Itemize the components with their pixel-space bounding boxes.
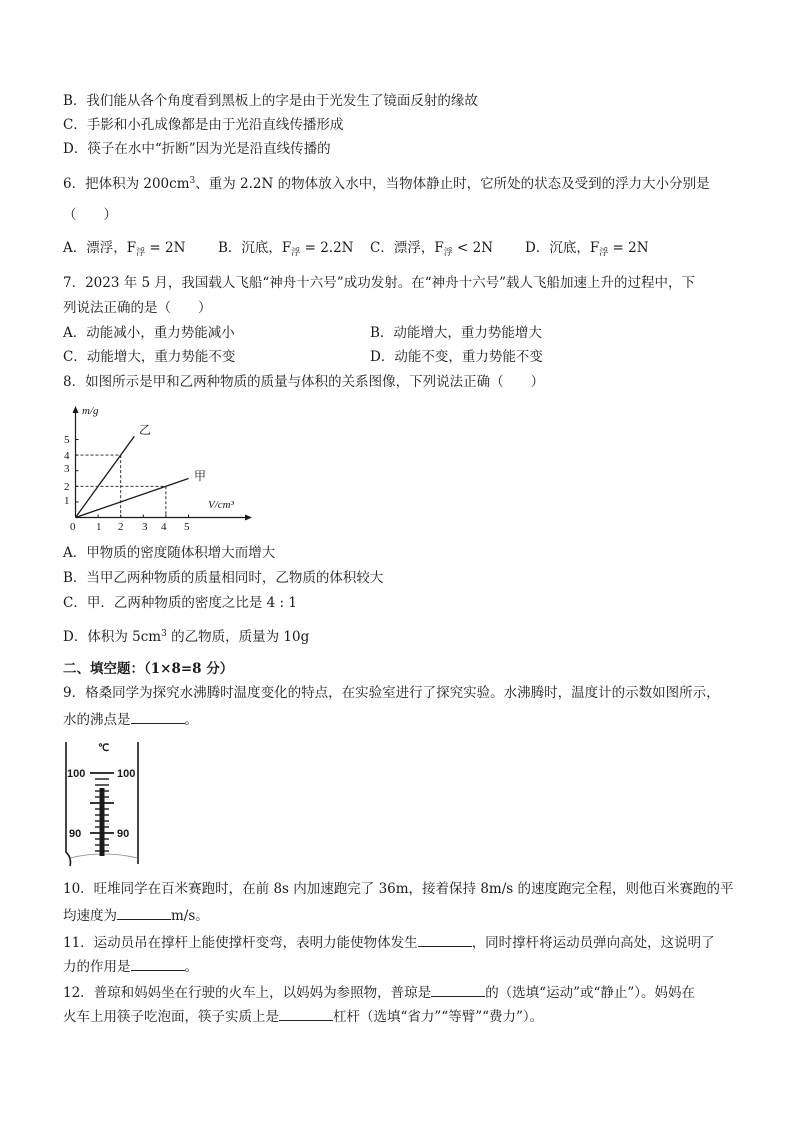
q8-option-c: C．甲．乙两种物质的密度之比是 4 : 1 bbox=[63, 595, 297, 611]
y-tick-label-1: 1 bbox=[64, 495, 70, 507]
series-line-0 bbox=[76, 436, 135, 517]
q11-answer-blank-2[interactable] bbox=[131, 956, 185, 971]
q10-stem-line2 bbox=[63, 905, 209, 925]
q9-stem-line1: 9．格桑同学为探究水沸腾时温度变化的特点，在实验室进行了探究实验。水沸腾时，温度计的示数如图所示， bbox=[63, 685, 720, 701]
q12-text-c: 火车上用筷子吃泡面，筷子实质上是 bbox=[63, 1009, 279, 1025]
q12-text-d: 杠杆（选填“省力”“等臂”“费力”）。 bbox=[333, 1009, 544, 1025]
q6-option-b bbox=[218, 239, 354, 257]
q6b-post: = 2.2N bbox=[300, 240, 354, 256]
q10-text-a: 均速度为 bbox=[63, 908, 117, 924]
q7-stem-line1: 7．2023 年 5 月，我国载人飞船“神舟十六号”成功发射。在“神舟十六号”载人飞船加速上升的过程中，下 bbox=[63, 275, 696, 291]
q10-stem-line1: 10．旺堆同学在百米赛跑时，在前 8s 内加速跑完了 36m，接着保持 8m/s 的速度跑完全程，则他百米赛跑的平 bbox=[63, 881, 734, 897]
q5-option-c: C．手影和小孔成像都是由于光沿直线传播形成 bbox=[63, 117, 344, 133]
q11-stem-line1 bbox=[63, 932, 715, 952]
q7-option-b: B．动能增大，重力势能增大 bbox=[370, 325, 542, 341]
q6c-pre: C．漂浮，F bbox=[370, 240, 444, 256]
q12-stem-line1 bbox=[63, 982, 695, 1002]
q10-answer-blank[interactable] bbox=[117, 905, 171, 920]
q12-answer-blank-2[interactable] bbox=[279, 1006, 333, 1021]
q8-option-a: A．甲物质的密度随体积增大而增大 bbox=[63, 545, 276, 561]
q6-stem bbox=[63, 175, 710, 193]
q5-option-b: B．我们能从各个角度看到黑板上的字是由于光发生了镜面反射的缘故 bbox=[63, 93, 478, 109]
section-fill-blank-title: 二、填空题：（1×8=8 分） bbox=[63, 661, 234, 677]
q6-sup: 3 bbox=[189, 176, 196, 186]
q6-option-a bbox=[63, 239, 185, 257]
label-100-right: 100 bbox=[117, 768, 136, 780]
q12-answer-blank-1[interactable] bbox=[431, 982, 485, 997]
q9-text-a: 水的沸点是 bbox=[63, 712, 131, 728]
q6d-sub: 浮 bbox=[599, 248, 609, 258]
q10-text-b: m/s。 bbox=[171, 908, 209, 924]
q6a-pre: A．漂浮，F bbox=[63, 240, 137, 256]
origin-label: 0 bbox=[70, 521, 76, 533]
series-lines bbox=[76, 436, 189, 517]
label-90-right: 90 bbox=[117, 828, 130, 840]
q11-stem-line2 bbox=[63, 956, 198, 976]
q6-text-a: 6．把体积为 200cm bbox=[63, 176, 190, 192]
q11-text-b: ，同时撑杆将运动员弹向高处，这说明了 bbox=[471, 935, 715, 951]
q12-text-b: 的（选填“运动”或“静止”）。妈妈在 bbox=[485, 985, 696, 1001]
q8d-text-a: D．体积为 5cm bbox=[63, 629, 162, 645]
q12-stem-line2 bbox=[63, 1006, 543, 1026]
unit-label: ℃ bbox=[98, 743, 110, 754]
x-tick-label-2: 2 bbox=[118, 521, 124, 533]
q6a-post: = 2N bbox=[145, 240, 186, 256]
q9-text-b: 。 bbox=[184, 712, 198, 728]
q9-answer-blank[interactable] bbox=[131, 709, 185, 724]
x-axis-label: V/cm³ bbox=[208, 499, 234, 511]
tube-left-edge bbox=[66, 742, 71, 866]
x-tick-label-5: 5 bbox=[184, 521, 190, 533]
q6-text-b: 、重为 2.2N 的物体放入水中，当物体静止时，它所处的状态及受到的浮力大小分别是 bbox=[195, 176, 710, 192]
q7-option-a: A．动能减小，重力势能减小 bbox=[63, 325, 235, 341]
q6b-sub: 浮 bbox=[291, 248, 301, 258]
q7-option-d: D．动能不变，重力势能不变 bbox=[370, 349, 543, 365]
liquid-column bbox=[100, 788, 105, 856]
q11-text-d: 。 bbox=[184, 959, 198, 975]
series-label-jia: 甲 bbox=[194, 469, 207, 483]
q5-option-d: D．筷子在水中“折断”因为光是沿直线传播的 bbox=[63, 141, 331, 157]
q6-paren: （ ） bbox=[63, 207, 117, 223]
q11-answer-blank-1[interactable] bbox=[418, 932, 472, 947]
y-axis-arrow bbox=[73, 406, 79, 413]
x-tick-label-3: 3 bbox=[142, 521, 148, 533]
thermometer-figure bbox=[62, 740, 152, 868]
x-tick-label-1: 1 bbox=[96, 521, 102, 533]
q6c-sub: 浮 bbox=[443, 248, 453, 258]
y-tick-label-3: 3 bbox=[64, 463, 70, 475]
q6d-post: = 2N bbox=[608, 240, 649, 256]
y-tick-label-5: 5 bbox=[64, 434, 70, 446]
x-axis-arrow bbox=[245, 515, 252, 521]
q8-stem: 8．如图所示是甲和乙两种物质的质量与体积的关系图像，下列说法正确（ ） bbox=[63, 374, 545, 390]
q11-text-a: 11．运动员吊在撑杆上能使撑杆变弯，表明力能使物体发生 bbox=[63, 935, 418, 951]
q7-option-c: C．动能增大，重力势能不变 bbox=[63, 349, 236, 365]
q6a-sub: 浮 bbox=[136, 248, 146, 258]
axis-ticks bbox=[76, 440, 189, 518]
q11-text-c: 力的作用是 bbox=[63, 959, 131, 975]
series-label-yi: 乙 bbox=[139, 423, 152, 437]
x-tick-label-4: 4 bbox=[161, 521, 167, 533]
q8d-sup: 3 bbox=[161, 629, 167, 639]
q6d-pre: D．沉底，F bbox=[525, 240, 600, 256]
q7-stem-line2: 列说法正确的是（ ） bbox=[63, 300, 212, 316]
q6b-pre: B．沉底，F bbox=[218, 240, 292, 256]
dashed-guides bbox=[76, 455, 166, 517]
q12-text-a: 12．普琼和妈妈坐在行驶的火车上，以妈妈为参照物，普琼是 bbox=[63, 985, 432, 1001]
y-axis-label: m/g bbox=[82, 405, 99, 417]
label-100-left: 100 bbox=[67, 768, 86, 780]
label-90-left: 90 bbox=[69, 828, 82, 840]
q8-option-b: B．当甲乙两种物质的质量相同时，乙物质的体积较大 bbox=[63, 570, 384, 586]
q9-stem-line2 bbox=[63, 709, 198, 729]
q8-option-d bbox=[63, 628, 309, 646]
series-line-1 bbox=[76, 479, 189, 518]
y-tick-label-2: 2 bbox=[64, 481, 70, 493]
mass-volume-graph bbox=[60, 400, 260, 535]
q8d-text-b: 的乙物质，质量为 10g bbox=[166, 629, 310, 645]
q6-option-d bbox=[525, 239, 649, 257]
y-tick-label-4: 4 bbox=[64, 450, 70, 462]
q6-option-c bbox=[370, 239, 493, 257]
q6c-post: < 2N bbox=[452, 240, 494, 256]
